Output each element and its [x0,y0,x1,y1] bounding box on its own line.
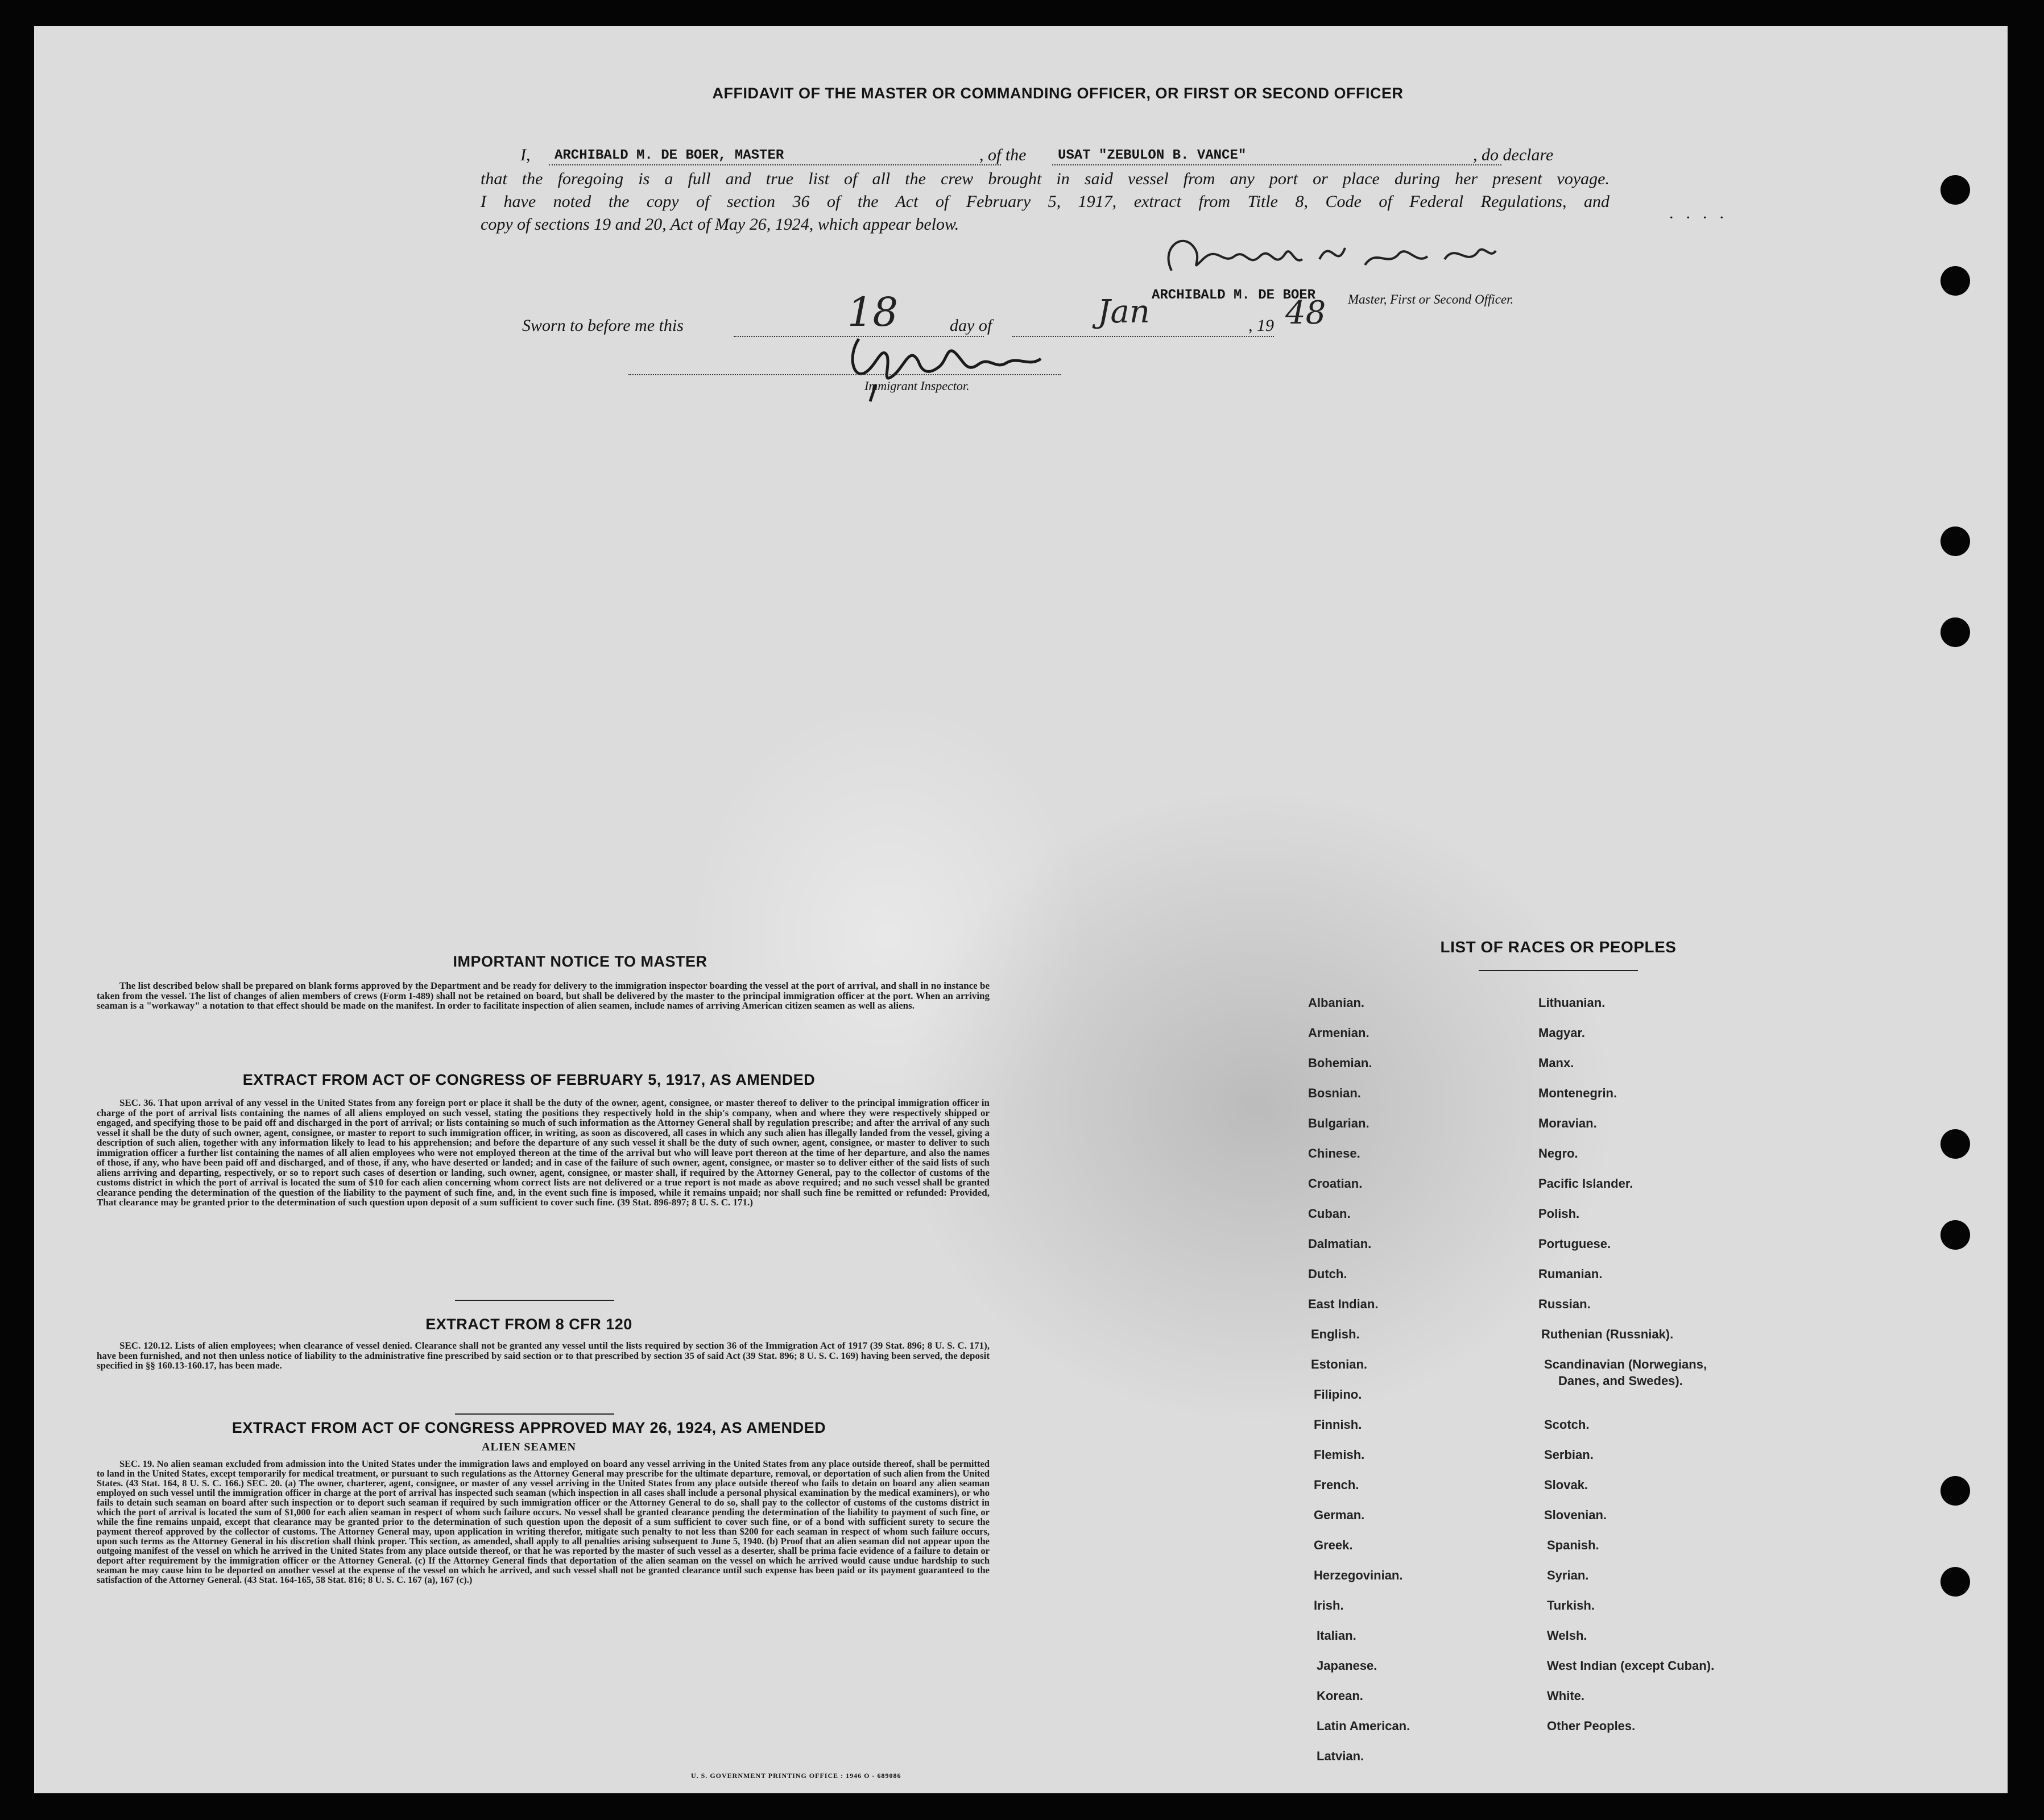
signature-typed-name: ARCHIBALD M. DE BOER [1152,288,1316,303]
document-page [34,26,2008,1793]
extract-1924-text: SEC. 19. No alien seaman excluded from admission into the United States under the immigration laws and employed on board any vessel arriving in the United States from any place outside thereof, shall be permitted to land in the United States, except temporarily for medical treatment, or pursuant to such regulations as the Attorney General may prescribe for the ultimate departure, removal, or deportation of such alien from the United States. (43 Stat. 164, 8 U. S. C. 166.) SEC. 20. (a) The owner, charterer, agent, consignee, or master of any vessel arriving in the United States from any place outside thereof who fails to detain on board any alien seaman employed on such vessel until the immigration officer in charge at the port of arrival has inspected such seaman (which inspection in all cases shall include a personal physical examination by the medical examiners), or who fails to detain such seaman on board after such inspection or to deport such seaman if required by such immigration officer or the Attorney General to do so, shall pay to the collector of customs of the customs district in which the port of arrival is located the sum of $1,000 for each alien seaman in respect of whom such failure occurs. No vessel shall be granted clearance pending the determination of the liability to payment of such fine, or while the fine remains unpaid, except that clearance may be granted prior to the determination of such question upon the deposit of a sum sufficient to cover such fine, or of a bond with sufficient surety to secure the payment thereof approved by the collector of customs. The Attorney General may, upon application in writing therefor, mitigate such penalty to not less than $200 for each seaman in respect of whom such failure occurs, upon such terms as the Attorney General in his discretion shall think proper. This section, as amended, shall apply to all penalties arising subsequent to June 5, 1940. (b) Proof that an alien seaman did not appear upon the outgoing manifest of the vessel on which he arrived in the United States from any place outside thereof, or that he was reported by the master of such vessel as a deserter, shall be prima facie evidence of a failure to detain or deport after requirement by the immigration officer or the Attorney General. (c) If the Attorney General finds that deportation of the alien seaman on the vessel on which he arrived would cause undue hardship to such seaman he may cause him to be deported on another vessel at the expense of the vessel on which he arrived, and such vessel shall not be granted clearance until such expense has been paid or its payment guaranteed to the satisfaction of the Attorney General. (43 Stat. 164-165, 58 Stat. 816; 8 U. S. C. 167 (a), 167 (c).) [97,1458,990,1585]
punch-hole [1940,617,1970,647]
people-right-item: Magyar. [1538,1026,1585,1040]
people-right-item: Danes, and Swedes). [1558,1374,1683,1388]
people-right-item: Spanish. [1547,1538,1599,1552]
people-right-item: Polish. [1538,1207,1580,1221]
sworn-year: 48 [1285,295,1326,331]
people-right-item: Scandinavian (Norwegians, [1544,1357,1707,1371]
people-left-item: Italian. [1317,1628,1356,1643]
extract-1917-title: EXTRACT FROM ACT OF CONGRESS OF FEBRUARY 5, 1917, AS AMENDED [242,1071,816,1088]
people-left-item: Irish. [1314,1598,1344,1612]
people-right-item: Pacific Islander. [1538,1176,1633,1191]
inspector-label: Immigrant Inspector. [864,379,970,393]
people-right-item: Negro. [1538,1146,1578,1160]
printing-office-imprint: U. S. GOVERNMENT PRINTING OFFICE : 1946 O - 689086 [691,1772,901,1780]
punch-hole [1940,1129,1970,1159]
people-left-item: Japanese. [1317,1659,1377,1673]
people-left-item: Albanian. [1308,996,1365,1010]
affidavit-line-4: copy of sections 19 and 20, Act of May 26, 1924, which appear below. [481,215,959,234]
i-label: I, [520,146,531,164]
punch-hole [1940,1567,1970,1597]
extract-cfr-title: EXTRACT FROM 8 CFR 120 [425,1316,632,1333]
people-right-item: West Indian (except Cuban). [1547,1659,1715,1673]
people-left-item: Armenian. [1308,1026,1369,1040]
extract-1924-title: EXTRACT FROM ACT OF CONGRESS APPROVED MAY 26, 1924, AS AMENDED [231,1419,826,1436]
people-left-item: Latin American. [1317,1719,1410,1733]
people-right-item: Portuguese. [1538,1237,1611,1251]
day-of-label: day of [950,316,992,335]
people-right-item: Slovak. [1544,1478,1588,1492]
sworn-month: Jan [1098,293,1150,330]
do-declare-label: , do declare [1473,146,1554,164]
stray-marks: .... [1669,204,1736,222]
people-left-item: Finnish. [1314,1417,1362,1432]
people-right-item: Ruthenian (Russniak). [1541,1327,1674,1341]
people-left-item: Bulgarian. [1308,1116,1369,1130]
people-left-item: English. [1311,1327,1360,1341]
master-name: ARCHIBALD M. DE BOER, MASTER [555,148,784,163]
people-right-item: Rumanian. [1538,1267,1603,1281]
people-left-item: French. [1314,1478,1359,1492]
people-left-item: Herzegovinian. [1314,1568,1403,1582]
vessel-name-line [1052,164,1501,165]
people-right-item: Welsh. [1547,1628,1587,1643]
sworn-day: 18 [847,289,899,335]
sworn-label: Sworn to before me this [522,316,684,335]
people-left-item: Chinese. [1308,1146,1360,1160]
notice-text: The list described below shall be prepared on blank forms approved by the Department and be ready for delivery to the immigration inspector boarding the vessel at the port of arrival, and shall in no instance be taken from the vessel. The list of changes of alien members of crews (Form I-489) shall not be retained on board, but shall be delivered by the master to the principal immigration officer at the port. When an arriving seaman is a "workaway" a notation to that effect should be made on the manifest. In order to facilitate inspection of alien seamen, include names of arriving American citizen seamen as well as aliens. [97,980,990,1011]
punch-hole [1940,1476,1970,1506]
people-right-item: Slovenian. [1544,1508,1607,1522]
people-left-item: Estonian. [1311,1357,1368,1371]
people-right-item: White. [1547,1689,1584,1703]
people-left-item: East Indian. [1308,1297,1379,1311]
people-left-item: Dalmatian. [1308,1237,1372,1251]
section-rule [455,1300,614,1301]
people-left-item: Latvian. [1317,1749,1364,1763]
people-right-item: Lithuanian. [1538,996,1606,1010]
section-rule [455,1413,614,1415]
people-right-item: Russian. [1538,1297,1591,1311]
vessel-name: USAT "ZEBULON B. VANCE" [1058,148,1247,163]
people-left-item: Cuban. [1308,1207,1351,1221]
people-left-item: German. [1314,1508,1365,1522]
punch-hole [1940,266,1970,296]
notice-title: IMPORTANT NOTICE TO MASTER [453,953,707,970]
affidavit-line-3: I have noted the copy of section 36 of the Act of February 5, 1917, extract from Title 8, Code of Federal Regulations, and [481,192,1609,211]
year-prefix: , 19 [1248,316,1274,335]
extract-1917-text: SEC. 36. That upon arrival of any vessel in the United States from any foreign port or place it shall be the duty of the owner, agent, consignee, or master thereof to deliver to the principal immigration officer in charge of the port of arrival lists containing the names of all aliens employed on such vessel, stating the positions they respectively hold in the ship's company, when and where they were respectively shipped or engaged, and specifying those to be paid off and discharged in the port of arrival; or lists containing so much of such information as the Attorney General shall by regulation prescribe; and after the arrival of any such vessel it shall be the duty of such owner, agent, consignee, or master to report to such immigration officer, in writing, as soon as discovered, all cases in which any such alien has illegally landed from the vessel, giving a description of such alien, together with any information likely to lead to his apprehension; and before the departure of any such vessel it shall be the duty of such owner, agent, consignee, or master to deliver to such immigration officer a further list containing the names of all alien employees who were not employed thereon at the time of the arrival but who will leave port thereon at the time of her departure, and also the names of those, if any, who have been paid off and discharged, and of those, if any, who have deserted or landed; and in case of the failure of such owner, agent, consignee, or master so to deliver either of the said lists of such aliens arriving and departing, respectively, or so to report such cases of desertion or landing, such owner, agent, consignee, or master shall, if required by the Attorney General, pay to the collector of customs of the customs district in which the port of arrival is located the sum of $10 for each alien concerning whom correct lists are not delivered or a true report is not made as above required; and no such vessel shall be granted clearance pending the determination of the question of the liability to the payment of such fine, and, in the event such fine is imposed, while it remains unpaid; nor shall such fine be remitted or refunded: Provided, That clearance may be granted prior to the determination of such question upon deposit of a sum sufficient to cover such fine. (39 Stat. 896-897; 8 U. S. C. 171.) [97,1097,990,1208]
punch-hole [1940,1220,1970,1250]
extract-cfr-text: SEC. 120.12. Lists of alien employees; when clearance of vessel denied. Clearance shall not be granted any vessel until the lists required by section 36 of the Immigration Act of 1917 (39 Stat. 896; 8 U. S. C. 171), have been furnished, and not then unless notice of liability to the administrative fine prescribed by said section or to that prescribed by section 35 of said Act (39 Stat. 896; 8 U. S. C. 169) having been served, the deposit specified in §§ 160.13-160.17, has been made. [97,1340,990,1371]
people-right-item: Other Peoples. [1547,1719,1636,1733]
people-right-item: Montenegrin. [1538,1086,1617,1100]
affidavit-line-2: that the foregoing is a full and true list of all the crew brought in said vessel from any port or place during her present voyage. [481,169,1609,188]
people-left-item: Dutch. [1308,1267,1347,1281]
people-right-item: Turkish. [1547,1598,1595,1612]
people-right-item: Serbian. [1544,1448,1594,1462]
people-right-item: Scotch. [1544,1417,1590,1432]
people-right-item: Syrian. [1547,1568,1589,1582]
people-left-item: Greek. [1314,1538,1353,1552]
of-the-label: , of the [979,146,1027,164]
punch-hole [1940,175,1970,205]
people-left-item: Bosnian. [1308,1086,1361,1100]
inspector-signature [825,322,1064,407]
affidavit-title: AFFIDAVIT OF THE MASTER OR COMMANDING OFFICER, OR FIRST OR SECOND OFFICER [712,85,1404,102]
people-left-item: Filipino. [1314,1387,1362,1402]
master-name-line [549,164,1001,165]
people-left-item: Flemish. [1314,1448,1365,1462]
people-left-item: Korean. [1317,1689,1363,1703]
peoples-title-rule [1479,970,1638,971]
people-left-item: Bohemian. [1308,1056,1372,1070]
punch-hole [1940,526,1970,556]
people-left-item: Croatian. [1308,1176,1363,1191]
peoples-title: LIST OF RACES OR PEOPLES [1440,938,1677,956]
signature-role: Master, First or Second Officer. [1348,292,1514,306]
people-right-item: Moravian. [1538,1116,1597,1130]
people-right-item: Manx. [1538,1056,1574,1070]
extract-1924-subtitle: ALIEN SEAMEN [482,1441,576,1453]
inspector-line [628,374,1061,375]
